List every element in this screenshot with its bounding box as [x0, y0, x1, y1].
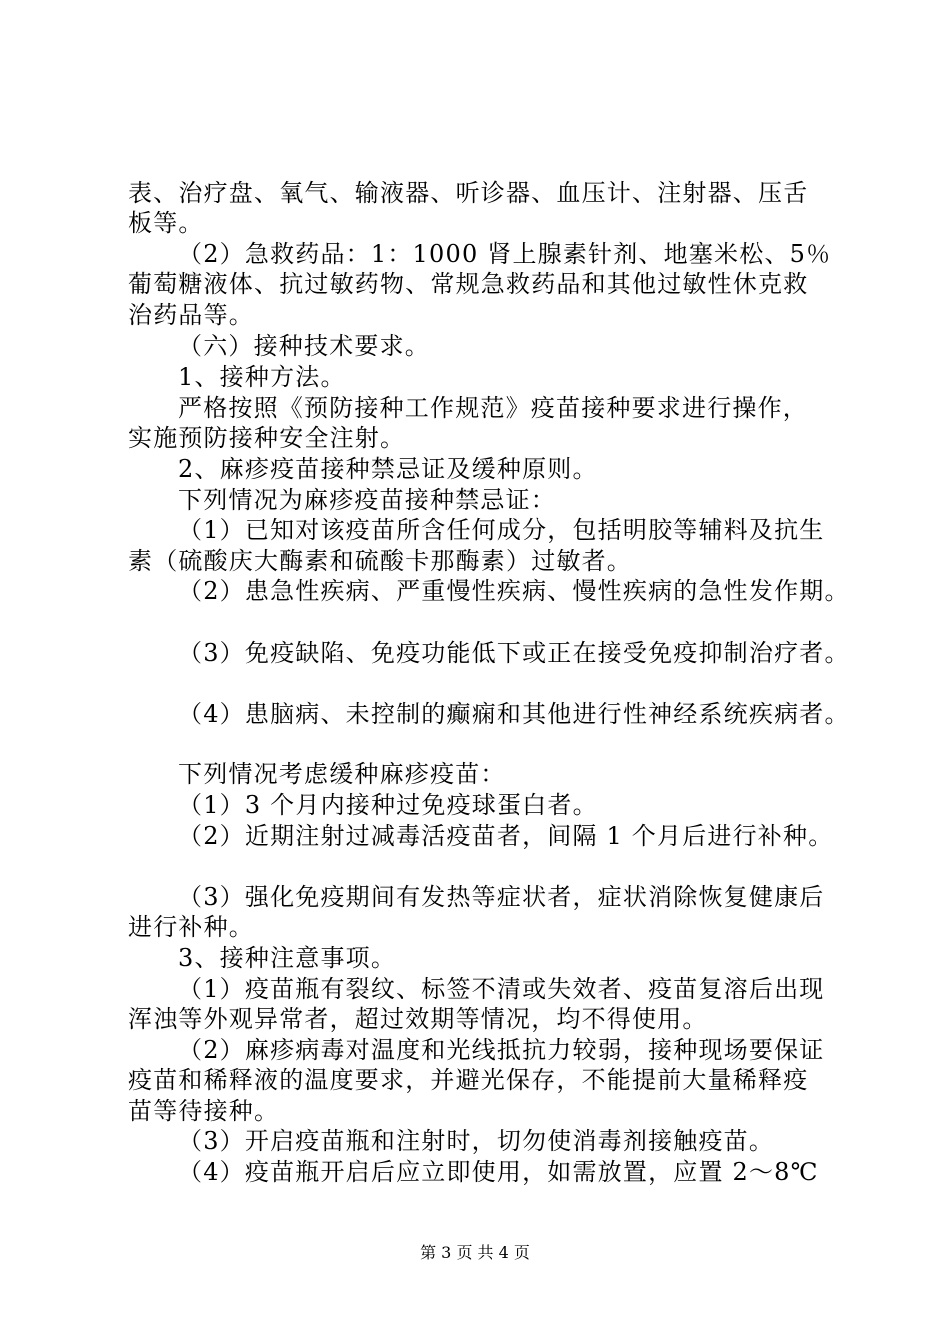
- text-line-17: 下列情况考虑缓种麻疹疫苗：: [178, 760, 506, 788]
- text-line-26: 疫苗和稀释液的温度要求，并避光保存，不能提前大量稀释疫: [128, 1066, 809, 1094]
- text-line-14: （2）患急性疾病、严重慢性疾病、慢性疾病的急性发作期。: [178, 577, 850, 605]
- text-line-18: （1）3 个月内接种过免疫球蛋白者。: [178, 791, 598, 819]
- text-line-9: 实施预防接种安全注射。: [128, 424, 406, 452]
- text-line-23: （1）疫苗瓶有裂纹、标签不清或失效者、疫苗复溶后出现: [178, 975, 825, 1003]
- text-line-2: 板等。: [128, 209, 204, 237]
- section-heading-vaccination-technique: （六）接种技术要求。: [178, 332, 430, 360]
- text-line-1: 表、治疗盘、氧气、输液器、听诊器、血压计、注射器、压舌: [128, 179, 809, 207]
- text-line-15: （3）免疫缺陷、免疫功能低下或正在接受免疫抑制治疗者。: [178, 639, 850, 667]
- text-line-13: 素（硫酸庆大酶素和硫酸卡那酶素）过敏者。: [128, 547, 632, 575]
- text-line-21: 进行补种。: [128, 913, 254, 941]
- text-line-3: （2）急救药品：1：1000 肾上腺素针剂、地塞米松、5％: [178, 240, 832, 268]
- subheading-method: 1、接种方法。: [178, 363, 346, 391]
- page-number-footer: 第 3 页 共 4 页: [420, 1243, 530, 1262]
- text-line-11: 下列情况为麻疹疫苗接种禁忌证：: [178, 486, 556, 514]
- text-line-8: 严格按照《预防接种工作规范》疫苗接种要求进行操作，: [178, 394, 808, 422]
- text-line-16: （4）患脑病、未控制的癫痫和其他进行性神经系统疾病者。: [178, 700, 850, 728]
- text-line-29: （4）疫苗瓶开启后应立即使用，如需放置，应置 2～8℃: [178, 1158, 819, 1186]
- text-line-5: 治药品等。: [128, 301, 254, 329]
- text-line-4: 葡萄糖液体、抗过敏药物、常规急救药品和其他过敏性休克救: [128, 270, 809, 298]
- text-line-28: （3）开启疫苗瓶和注射时，切勿使消毒剂接触疫苗。: [178, 1127, 775, 1155]
- text-line-25: （2）麻疹病毒对温度和光线抵抗力较弱，接种现场要保证: [178, 1036, 825, 1064]
- text-line-20: （3）强化免疫期间有发热等症状者，症状消除恢复健康后: [178, 883, 825, 911]
- subheading-precautions: 3、接种注意事项。: [178, 944, 397, 972]
- subheading-contraindications: 2、麻疹疫苗接种禁忌证及缓种原则。: [178, 455, 598, 483]
- text-line-24: 浑浊等外观异常者，超过效期等情况，均不得使用。: [128, 1005, 708, 1033]
- text-line-27: 苗等待接种。: [128, 1097, 280, 1125]
- text-line-19: （2）近期注射过减毒活疫苗者，间隔 1 个月后进行补种。: [178, 822, 834, 850]
- text-line-12: （1）已知对该疫苗所含任何成分，包括明胶等辅料及抗生: [178, 516, 825, 544]
